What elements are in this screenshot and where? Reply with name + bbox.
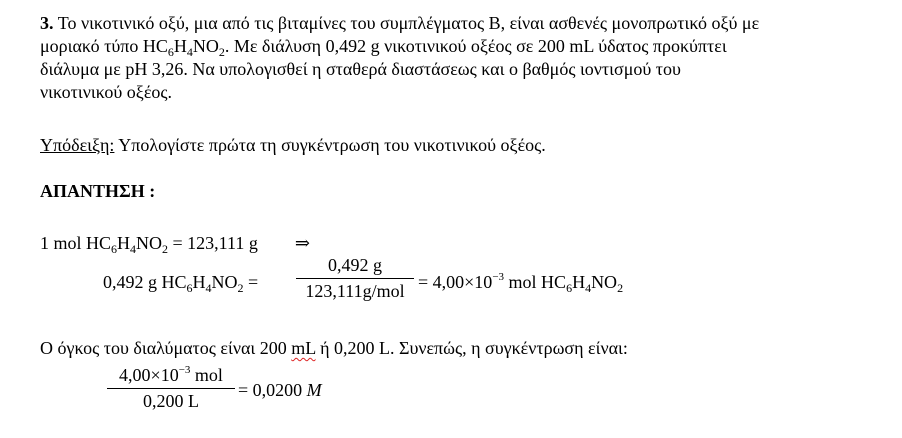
molar-mass-lhs: 1 mol (40, 233, 82, 253)
chemical-formula: $HC_6H_4NO_2$ (161, 272, 244, 295)
problem-statement (40, 12, 876, 104)
fraction-numerator: $4,00\times 10^{-3}$ mol (119, 364, 223, 385)
fraction-denominator: 123,111g/mol (305, 281, 405, 301)
fraction-bar (107, 388, 235, 389)
hint-label: Υπόδειξη: (40, 135, 115, 155)
implies-arrow-icon: ⇒ (294, 233, 310, 253)
fraction-bar (296, 278, 414, 279)
problem-line-3: διάλυμα με pH 3,26. Να υπολογισθεί η σταθερά διαστάσεως και ο βαθμός ιοντισμού του (40, 59, 681, 79)
concentration-fraction (107, 365, 235, 412)
answer-heading: ΑΠΑΝΤΗΣΗ : (40, 181, 156, 201)
molar-mass-line (40, 233, 310, 254)
molar-mass-value: = 123,111 g (172, 233, 258, 253)
problem-line-4: νικοτινικού οξέος. (40, 82, 173, 102)
moles-fraction (296, 255, 414, 302)
chemical-formula: $HC_6H_4NO_2$ (142, 36, 225, 59)
hint-text: Υπολογίστε πρώτα τη συγκέντρωση του νικοτινικού οξέος. (114, 135, 546, 155)
moles-result: = $4,00\times 10^{-3}$ mol $HC_6H_4NO_2$ (418, 271, 624, 295)
chemical-formula: $HC_6H_4NO_2$ (541, 272, 624, 295)
volume-line: Ο όγκος του διαλύματος είναι 200 mL ή 0,200 L. Συνεπώς, η συγκέντρωση είναι: (40, 338, 628, 358)
fraction-denominator: 0,200 L (143, 391, 199, 411)
problem-number: 3. (40, 13, 54, 33)
moles-lhs: 0,492 g $HC_6H_4NO_2$ = (103, 272, 259, 295)
problem-line-1: Το νικοτινικό οξύ, μια από τις βιταμίνες του συμπλέγματος Β, είναι ασθενές μονοπρωτικό οξύ με (57, 13, 760, 33)
problem-line-2-pre: μοριακό τύπο (40, 36, 139, 56)
fraction-numerator: 0,492 g (328, 255, 382, 275)
hint-line (40, 135, 546, 156)
volume-unit: mL (291, 338, 316, 358)
concentration-result: = 0,0200 M (238, 380, 322, 400)
chemical-formula: $HC_6H_4NO_2$ (86, 233, 169, 256)
problem-line-2-post: . Με διάλυση 0,492 g νικοτινικού οξέος σε 200 mL ύδατος προκύπτει (224, 36, 727, 56)
